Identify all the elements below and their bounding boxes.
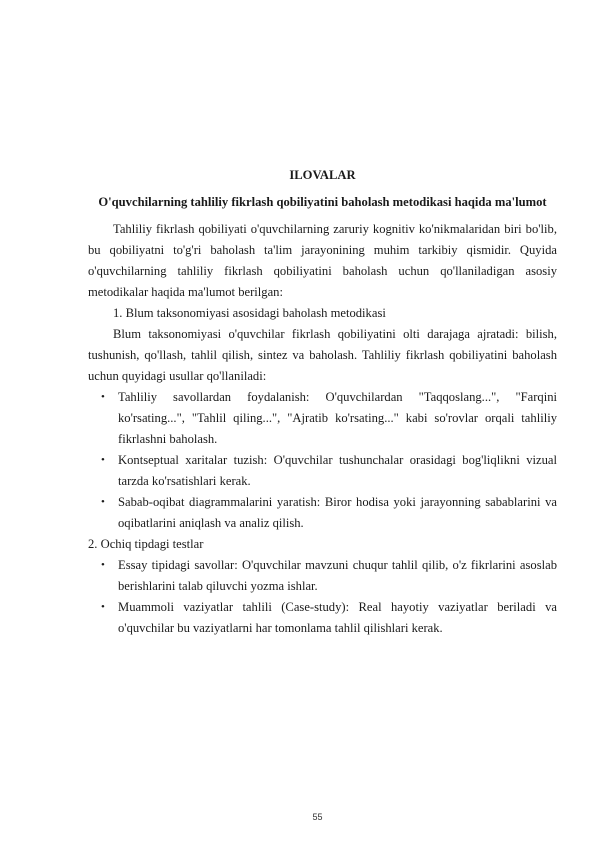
section-1-list xyxy=(88,387,557,534)
section-1-title: 1. Blum taksonomiyasi asosidagi baholash metodikasi xyxy=(113,305,386,320)
section-2-list xyxy=(88,555,557,639)
bullet-icon: • xyxy=(101,495,105,508)
bullet-icon: • xyxy=(101,453,105,466)
bullet-icon: • xyxy=(101,558,105,571)
list-item xyxy=(88,387,557,450)
section-2-title: 2. Ochiq tipdagi testlar xyxy=(88,536,204,551)
bullet-icon: • xyxy=(101,390,105,403)
intro-paragraph: Tahliliy fikrlash qobiliyati o'quvchilarning zaruriy kognitiv ko'nikmalaridan biri bo'lib, bu qobiliyatni to'g'ri baholash ta'lim jarayonining muhim tarkibiy qismidir. Quyida o'quvchilarning tahliliy fikrlash qobiliyatini baholash uchun qo'llaniladigan asosiy metodikalar haqida ma'lumot berilgan: xyxy=(88,221,557,299)
list-item xyxy=(88,450,557,492)
list-item-text: Muammoli vaziyatlar tahlili (Case-study): Real hayotiy vaziyatlar beriladi va o'quvchilar bu vaziyatlarni har tomonlama tahlil qilishlari kerak. xyxy=(118,599,557,635)
list-item xyxy=(88,597,557,639)
section-1-paragraph: Blum taksonomiyasi o'quvchilar fikrlash qobiliyatini olti darajaga ajratadi: bilish, tushunish, qo'llash, tahlil qilish, sintez va baholash. Tahliliy fikrlash qobiliyatini baholash uchun quyidagi usullar qo'llaniladi: xyxy=(88,326,557,383)
section-subheading: O'quvchilarning tahliliy fikrlash qobiliyatini baholash metodikasi haqida ma'lumot xyxy=(98,195,547,209)
appendix-heading: ILOVALAR xyxy=(289,168,356,182)
list-item-text: Sabab-oqibat diagrammalarini yaratish: Biror hodisa yoki jarayonning sabablarini va oqibatlarini aniqlash va analiz qilish. xyxy=(118,494,557,530)
bullet-icon: • xyxy=(101,600,105,613)
list-item-text: Tahliliy savollardan foydalanish: O'quvchilardan "Taqqoslang...", "Farqini ko'rsating...", "Tahlil qiling...", "Ajratib ko'rsating..." kabi so'rovlar orqali tahliliy fikrlashni baholash. xyxy=(118,389,557,446)
list-item xyxy=(88,555,557,597)
page-content xyxy=(88,165,557,639)
page-number: 55 xyxy=(312,812,323,822)
list-item-text: Essay tipidagi savollar: O'quvchilar mavzuni chuqur tahlil qilib, o'z fikrlarini asoslab berishlarini talab qiluvchi yozma ishlar. xyxy=(118,557,557,593)
list-item xyxy=(88,492,557,534)
list-item-text: Kontseptual xaritalar tuzish: O'quvchilar tushunchalar orasidagi bog'liqlikni vizual tarzda ko'rsatishlari kerak. xyxy=(118,452,557,488)
